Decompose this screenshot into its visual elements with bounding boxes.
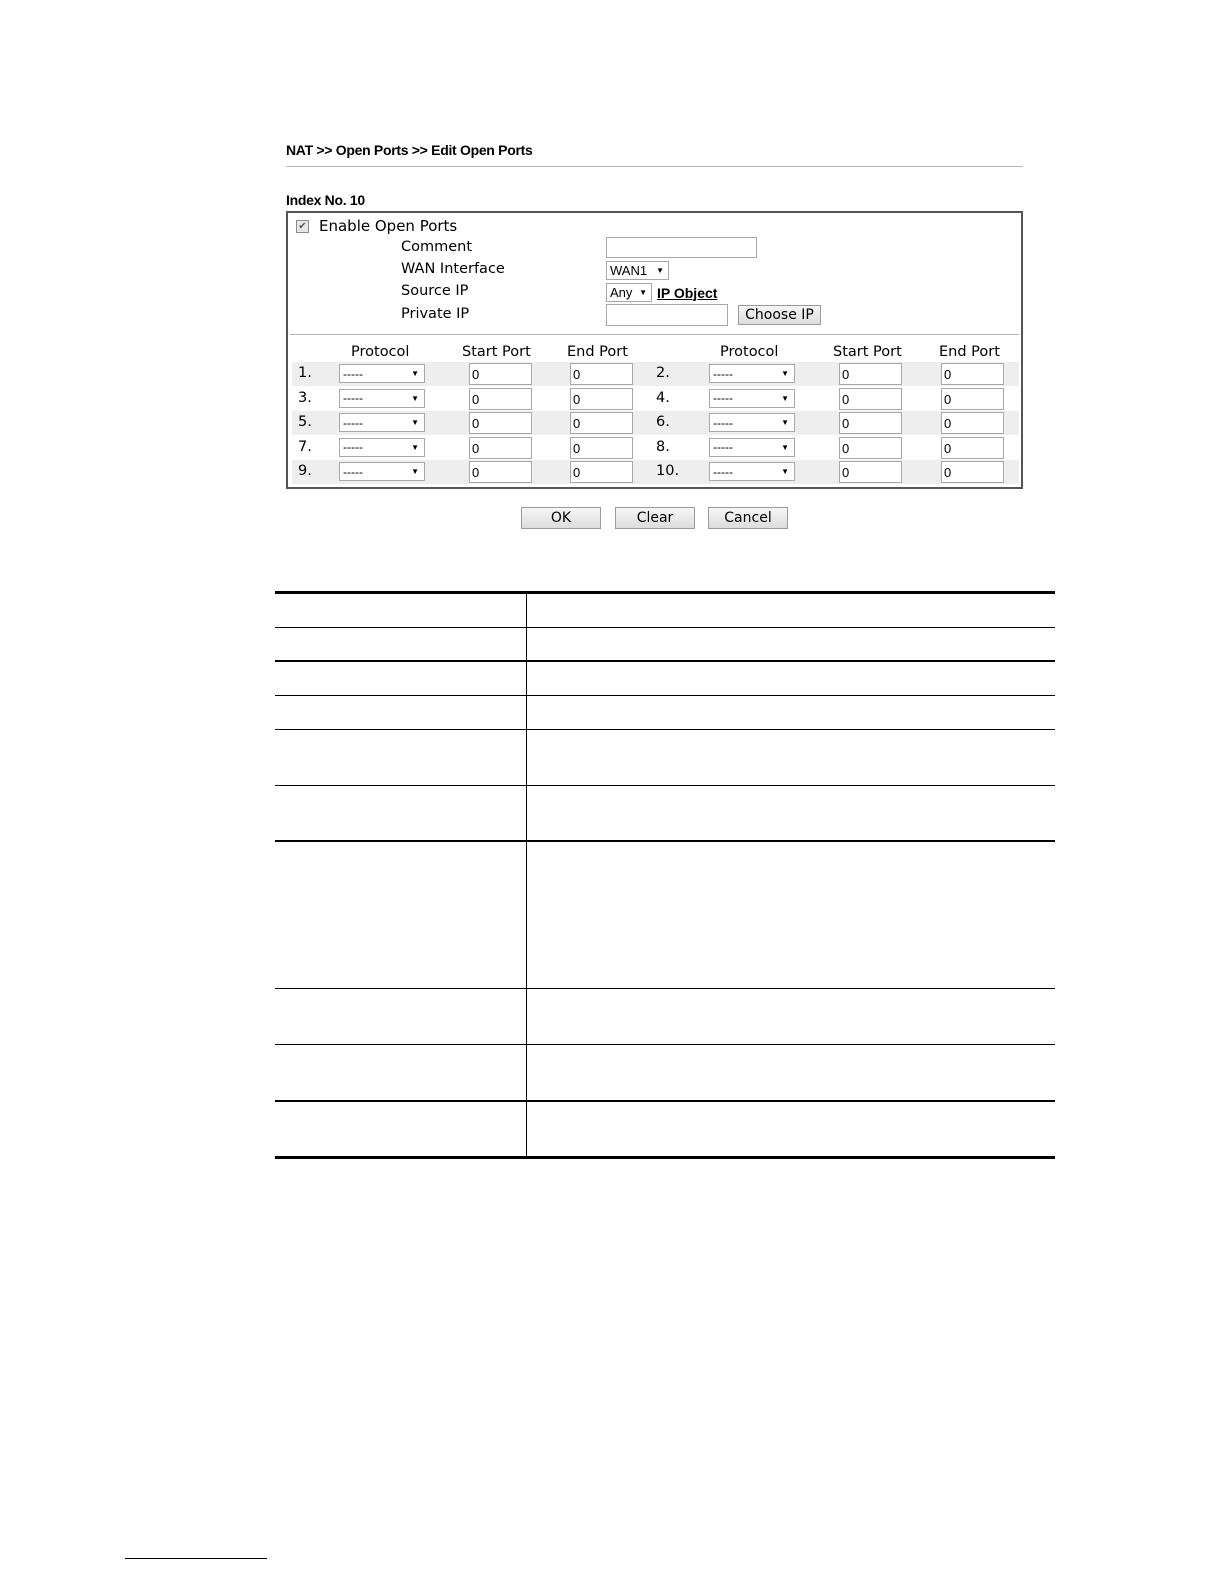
triangle-down-icon: ▼ — [781, 442, 789, 452]
enable-open-ports-label: Enable Open Ports — [319, 217, 458, 235]
table-rule — [275, 785, 1055, 786]
start-port-input[interactable]: 0 — [469, 412, 532, 434]
start-port-input[interactable]: 0 — [469, 437, 532, 459]
source-ip-select[interactable] — [606, 283, 652, 302]
private-ip-label: Private IP — [401, 306, 470, 322]
protocol-value: ----- — [343, 440, 363, 454]
private-ip-input[interactable] — [606, 304, 728, 326]
protocol-value: ----- — [343, 391, 363, 405]
end-port-input[interactable]: 0 — [941, 412, 1004, 434]
start-port-input[interactable]: 0 — [469, 388, 532, 410]
triangle-down-icon: ▼ — [656, 266, 664, 275]
protocol-select[interactable] — [339, 438, 425, 457]
start-port-input[interactable]: 0 — [839, 412, 902, 434]
breadcrumb: NAT >> Open Ports >> Edit Open Ports — [286, 142, 533, 158]
protocol-value: ----- — [343, 415, 363, 430]
table-rule — [275, 988, 1055, 989]
clear-button[interactable]: Clear — [615, 507, 695, 529]
end-port-input[interactable]: 0 — [570, 363, 633, 385]
breadcrumb-divider — [286, 166, 1023, 167]
port-row — [292, 436, 1019, 460]
protocol-select[interactable] — [339, 462, 425, 481]
table-rule — [275, 627, 1055, 628]
table-rule — [275, 1100, 1055, 1102]
table-rule — [275, 1156, 1055, 1159]
port-entry-number: 7. — [298, 438, 312, 455]
end-port-input[interactable]: 0 — [941, 363, 1004, 385]
ok-button[interactable]: OK — [521, 507, 601, 529]
table-rule — [275, 840, 1055, 842]
protocol-value: ----- — [713, 440, 733, 454]
comment-input[interactable] — [606, 237, 757, 258]
source-ip-label: Source IP — [401, 283, 469, 299]
protocol-select[interactable] — [339, 364, 425, 383]
start-port-input[interactable]: 0 — [839, 363, 902, 385]
footnote-rule — [125, 1558, 267, 1559]
table-column-divider — [526, 591, 527, 1158]
end-port-input[interactable]: 0 — [570, 437, 633, 459]
end-port-input[interactable]: 0 — [570, 412, 633, 434]
protocol-select[interactable] — [339, 389, 425, 408]
end-port-input[interactable]: 0 — [941, 437, 1004, 459]
port-entry-number: 1. — [298, 365, 312, 381]
port-entry-number: 9. — [298, 463, 312, 479]
wan-interface-label: WAN Interface — [401, 261, 505, 277]
port-entry-number: 5. — [298, 414, 312, 430]
start-port-input[interactable]: 0 — [839, 388, 902, 410]
end-port-input[interactable]: 0 — [941, 388, 1004, 410]
protocol-header-right: Protocol — [720, 344, 779, 360]
protocol-header-left: Protocol — [351, 344, 410, 360]
open-ports-panel — [286, 211, 1023, 489]
triangle-down-icon: ▼ — [411, 393, 419, 403]
protocol-value: ----- — [713, 366, 733, 381]
choose-ip-button[interactable]: Choose IP — [738, 305, 821, 325]
start-port-header-right: Start Port — [833, 344, 902, 360]
triangle-down-icon: ▼ — [411, 467, 419, 476]
end-port-header-left: End Port — [567, 344, 628, 360]
table-rule — [275, 695, 1055, 696]
wan-interface-select[interactable] — [606, 261, 669, 280]
index-label: Index No. 10 — [286, 192, 365, 208]
source-ip-value: Any — [610, 285, 633, 300]
start-port-header-left: Start Port — [462, 344, 531, 360]
wan-interface-value: WAN1 — [610, 263, 648, 278]
table-rule — [275, 1044, 1055, 1045]
triangle-down-icon: ▼ — [781, 467, 789, 476]
protocol-value: ----- — [713, 391, 733, 405]
protocol-value: ----- — [713, 415, 733, 430]
port-entry-number: 6. — [656, 414, 670, 430]
port-entry-number: 8. — [656, 438, 670, 455]
protocol-select[interactable] — [709, 413, 795, 432]
ip-object-link[interactable]: IP Object — [657, 284, 718, 301]
triangle-down-icon: ▼ — [411, 369, 419, 378]
triangle-down-icon: ▼ — [781, 393, 789, 403]
protocol-select[interactable] — [339, 413, 425, 432]
triangle-down-icon: ▼ — [781, 418, 789, 427]
protocol-select[interactable] — [709, 364, 795, 383]
protocol-value: ----- — [343, 366, 363, 381]
description-table — [275, 591, 1055, 1158]
check-icon: ✔ — [298, 220, 307, 232]
triangle-down-icon: ▼ — [639, 288, 647, 297]
start-port-input[interactable]: 0 — [469, 461, 532, 483]
end-port-input[interactable]: 0 — [570, 388, 633, 410]
table-rule — [275, 591, 1055, 594]
port-row — [292, 460, 1019, 484]
protocol-value: ----- — [343, 464, 363, 479]
port-entry-number: 4. — [656, 389, 670, 406]
action-bar — [0, 507, 1224, 529]
end-port-header-right: End Port — [939, 344, 1000, 360]
protocol-value: ----- — [713, 464, 733, 479]
cancel-button[interactable]: Cancel — [708, 507, 788, 529]
start-port-input[interactable]: 0 — [839, 437, 902, 459]
table-rule — [275, 660, 1055, 662]
end-port-input[interactable]: 0 — [570, 461, 633, 483]
port-row — [292, 411, 1019, 435]
triangle-down-icon: ▼ — [781, 369, 789, 378]
protocol-select[interactable] — [709, 389, 795, 408]
port-entry-number: 10. — [656, 463, 680, 479]
port-row — [292, 362, 1019, 386]
port-entry-number: 2. — [656, 365, 670, 381]
start-port-input[interactable]: 0 — [469, 363, 532, 385]
enable-open-ports-row[interactable] — [296, 217, 457, 235]
protocol-select[interactable] — [709, 462, 795, 481]
start-port-input[interactable]: 0 — [839, 461, 902, 483]
protocol-select[interactable] — [709, 438, 795, 457]
port-row — [292, 387, 1019, 411]
triangle-down-icon: ▼ — [411, 418, 419, 427]
end-port-input[interactable]: 0 — [941, 461, 1004, 483]
table-rule — [275, 729, 1055, 730]
port-entry-number: 3. — [298, 389, 312, 406]
comment-label: Comment — [401, 239, 473, 255]
section-divider — [290, 334, 1019, 335]
enable-open-ports-checkbox[interactable] — [296, 220, 309, 233]
triangle-down-icon: ▼ — [411, 442, 419, 452]
